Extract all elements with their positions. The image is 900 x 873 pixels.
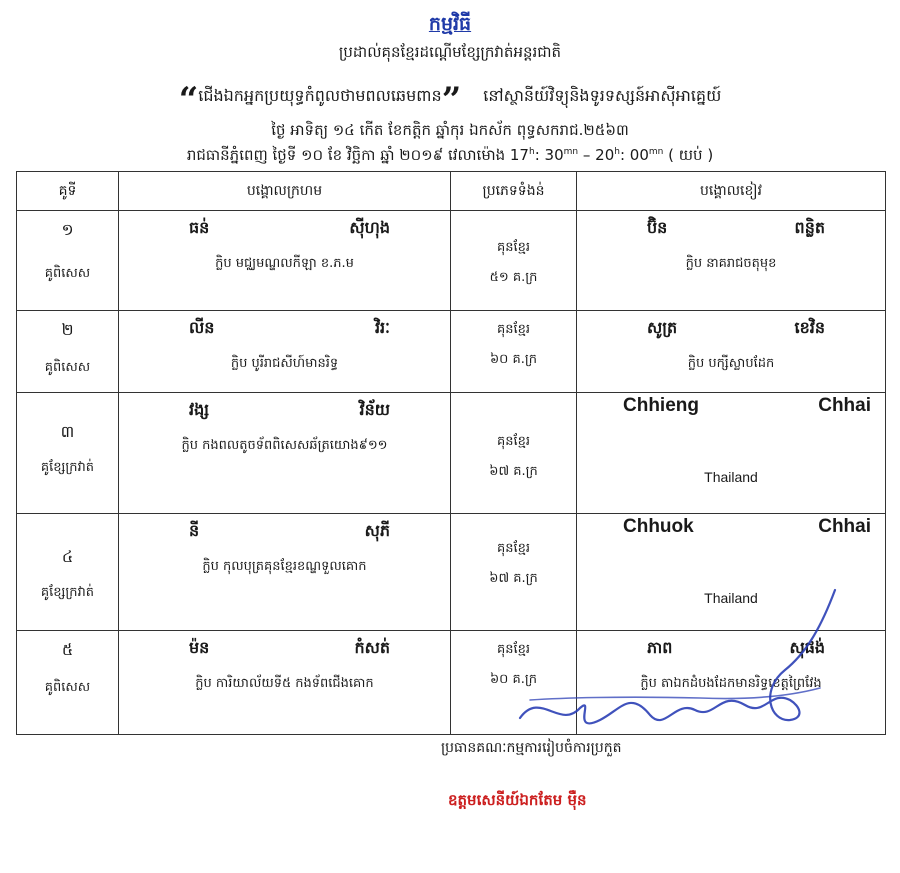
page-title: កម្មវិធី bbox=[428, 13, 472, 35]
red-club: ក្លិប កុលបុត្រគុនខ្មែរខណ្ឌទួលគោក bbox=[202, 559, 367, 574]
event-name: ជើងឯកអ្នកប្រយុទ្ធកំពូលថាមពលឆេមពាន bbox=[198, 86, 442, 105]
bout-category: គូខ្សែក្រវាត់ bbox=[40, 585, 95, 600]
date-time bbox=[0, 146, 900, 168]
time-end-h: h bbox=[614, 147, 620, 157]
close-quote: ” bbox=[441, 80, 462, 120]
time-start-h: h bbox=[528, 147, 535, 157]
fight-style: គុនខ្មែរ bbox=[496, 434, 530, 449]
blue-fighter-first: Chhuok bbox=[623, 516, 694, 537]
weight: ៦០ គ.ក្រ bbox=[489, 672, 538, 687]
blue-fighter-first: សូត្រ bbox=[647, 318, 678, 337]
blue-club: Thailand bbox=[704, 469, 758, 485]
blue-fighter-last: Chhai bbox=[818, 516, 871, 537]
weight: ៦៧ គ.ក្រ bbox=[489, 571, 538, 586]
header-bout-no: គូទី bbox=[17, 172, 119, 211]
venue: នៅស្ថានីយ៍វិទ្យុនិងទូរទស្សន៍អាស៊ីអាគ្នេយ៍ bbox=[483, 86, 722, 105]
red-club: ក្លិប ការិយាល័យទី៥ កងទ័ពជើងគោក bbox=[195, 676, 374, 691]
red-fighter-first: ម៉ន bbox=[189, 638, 210, 657]
red-fighter-last: វិរៈ bbox=[374, 318, 390, 337]
fight-style: គុនខ្មែរ bbox=[496, 322, 530, 337]
time-suffix: ( យប់ ) bbox=[663, 146, 714, 164]
red-club: ក្លិប មជ្ឈមណ្ឌលកីឡា ខ.ភ.ម bbox=[215, 256, 354, 271]
table-row bbox=[17, 311, 886, 393]
blue-club: ក្លិប បក្សីស្លាបដែក bbox=[687, 356, 775, 371]
signer-name: ឧត្តមសេនីយ៍ឯកតែម ម៉ឺន bbox=[448, 791, 587, 809]
table-row bbox=[17, 393, 886, 514]
fight-style: គុនខ្មែរ bbox=[496, 240, 530, 255]
date-time-prefix: រាជធានីភ្នំពេញ ថ្ងៃទី ១០ ខែ វិច្ឆិកា ឆ្នាំ ២០១៩ វេលាម៉ោង 17 bbox=[186, 146, 529, 164]
header-weight-class: ប្រភេទទំងន់ bbox=[451, 172, 577, 211]
bout-category: គូពិសេស bbox=[44, 680, 91, 695]
committee-title: ប្រធានគណៈកម្មការរៀបចំការប្រកួត bbox=[441, 740, 622, 756]
bout-number: ១ bbox=[61, 220, 74, 239]
header-red-corner: បង្គោលក្រហម bbox=[119, 172, 451, 211]
weight: ៦០ គ.ក្រ bbox=[489, 352, 538, 367]
blue-fighter-last: ពន្លិត bbox=[794, 218, 825, 237]
signature-stroke bbox=[520, 590, 835, 723]
bout-category: គូខ្សែក្រវាត់ bbox=[40, 460, 95, 475]
table-row bbox=[17, 211, 886, 311]
red-fighter-first: ធន់ bbox=[189, 218, 210, 237]
red-fighter-last: សុភី bbox=[364, 521, 390, 540]
header-blue-corner: បង្គោលខៀវ bbox=[577, 172, 886, 211]
lunar-date: ថ្ងៃ អាទិត្យ ១៤ កើត ខែកត្តិក ឆ្នាំកុរ ឯកស័ក ពុទ្ធសករាជ.២៥៦៣ bbox=[271, 121, 629, 139]
blue-fighter-first: ភាព bbox=[647, 638, 673, 657]
weight: ៥១ គ.ក្រ bbox=[489, 270, 538, 285]
blue-fighter-first: ប៊ិន bbox=[647, 218, 668, 237]
event-subtitle: ប្រដាល់គុនខ្មែរដណ្តើមខ្សែក្រវាត់អន្តរជាតិ bbox=[338, 43, 562, 61]
blue-fighter-last: Chhai bbox=[818, 395, 871, 416]
red-fighter-first: វង្ស bbox=[189, 400, 209, 419]
red-fighter-last: ស៊ីហុង bbox=[349, 218, 390, 237]
fight-style: គុនខ្មែរ bbox=[496, 642, 530, 657]
bout-number: ៤ bbox=[61, 547, 74, 566]
time-start-min: : 30 bbox=[534, 146, 564, 164]
red-fighter-last: វិន័យ bbox=[359, 400, 390, 419]
time-start-mn: mn bbox=[563, 147, 579, 157]
event-name-line bbox=[0, 80, 900, 120]
blue-club: ក្លិប នាគរាជចតុមុខ bbox=[685, 256, 777, 271]
fight-style: គុនខ្មែរ bbox=[496, 541, 530, 556]
open-quote: “ bbox=[178, 80, 199, 120]
bout-number: ៣ bbox=[60, 422, 75, 441]
blue-fighter-last: សុផង់ bbox=[789, 638, 825, 657]
red-fighter-last: កំសត់ bbox=[354, 638, 390, 657]
red-club: ក្លិប បូរីរាជសីហ៍មានរិទ្ធ bbox=[230, 356, 339, 371]
blue-fighter-last: ខេវិន bbox=[794, 318, 825, 337]
time-end-mn: mn bbox=[648, 147, 664, 157]
time-end-min: : 00 bbox=[619, 146, 649, 164]
time-sep: – 20 bbox=[578, 146, 615, 164]
red-fighter-first: នី bbox=[189, 521, 200, 540]
weight: ៦៧ គ.ក្រ bbox=[489, 464, 538, 479]
blue-club: ក្លិប តាឯកដំបងដែកមានរិទ្ធខេត្តព្រៃវែង bbox=[640, 676, 822, 691]
red-club: ក្លិប កងពលតូចទ័ពពិសេសឆ័ត្រយោង៩១១ bbox=[181, 438, 388, 453]
table-header-row bbox=[17, 172, 886, 211]
signature bbox=[500, 570, 850, 740]
red-fighter-first: លីន bbox=[189, 318, 215, 337]
bout-category: គូពិសេស bbox=[44, 360, 91, 375]
bout-category: គូពិសេស bbox=[44, 266, 91, 281]
blue-club: Thailand bbox=[704, 590, 758, 606]
bout-number: ២ bbox=[61, 320, 74, 339]
blue-fighter-first: Chhieng bbox=[623, 395, 699, 416]
bout-number: ៥ bbox=[61, 640, 74, 659]
